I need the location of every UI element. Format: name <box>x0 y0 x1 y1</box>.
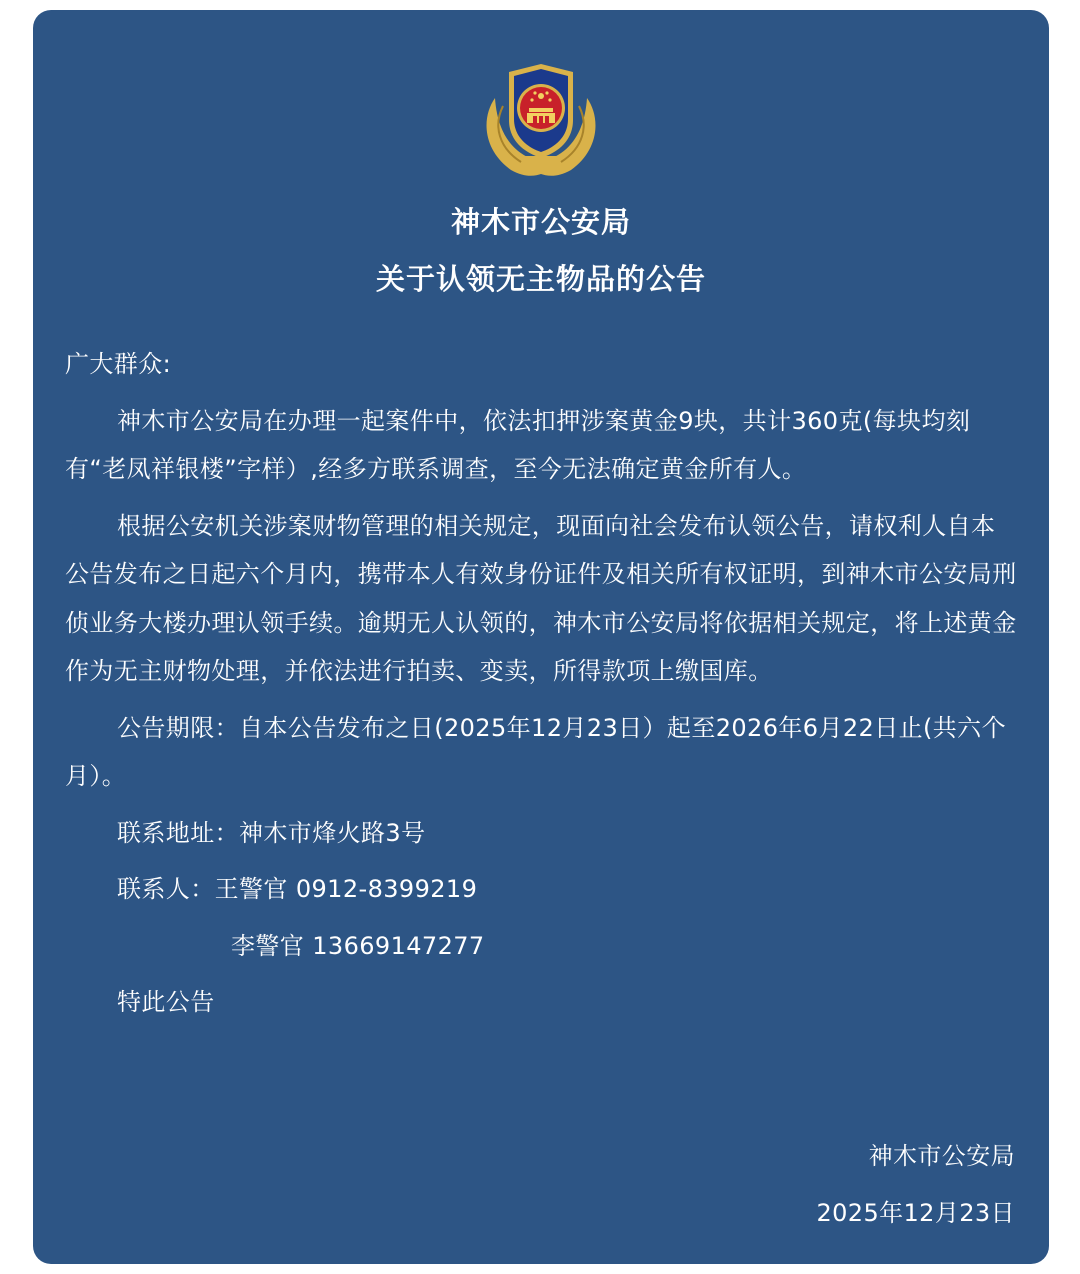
police-emblem-icon <box>475 58 607 184</box>
paragraph-case: 神木市公安局在办理一起案件中，依法扣押涉案黄金9块，共计360克(每块均刻有“老凤祥银楼”字样）,经多方联系调查，至今无法确定黄金所有人。 <box>65 406 971 483</box>
signature-date: 2025年12月23日 <box>816 1199 1015 1227</box>
title-subject: 关于认领无主物品的公告 <box>375 262 706 296</box>
greeting: 广大群众: <box>65 350 172 378</box>
signature-org: 神木市公安局 <box>868 1142 1015 1170</box>
notice-body <box>65 340 1017 1035</box>
paragraph-period: 公告期限：自本公告发布之日(2025年12月23日）起至2026年6月22日止(共六个月）。 <box>65 713 1006 790</box>
contact-person-1: 联系人：王警官 0912-8399219 <box>117 875 478 903</box>
notice-card <box>33 10 1049 1264</box>
paragraph-rules: 根据公安机关涉案财物管理的相关规定，现面向社会发布认领公告，请权利人自本公告发布之日起六个月内，携带本人有效身份证件及相关所有权证明，到神木市公安局刑侦业务大楼办理认领手续。逾期无人认领的，神木市公安局将依据相关规定，将上述黄金作为无主财物处理，并依法进行拍卖、变卖，所得款项上缴国库。 <box>65 511 1017 685</box>
contact-person-2: 李警官 13669147277 <box>231 931 485 960</box>
closing-text: 特此公告 <box>117 988 215 1016</box>
contact-address: 联系地址：神木市烽火路3号 <box>117 818 426 847</box>
title-agency: 神木市公安局 <box>450 205 631 239</box>
